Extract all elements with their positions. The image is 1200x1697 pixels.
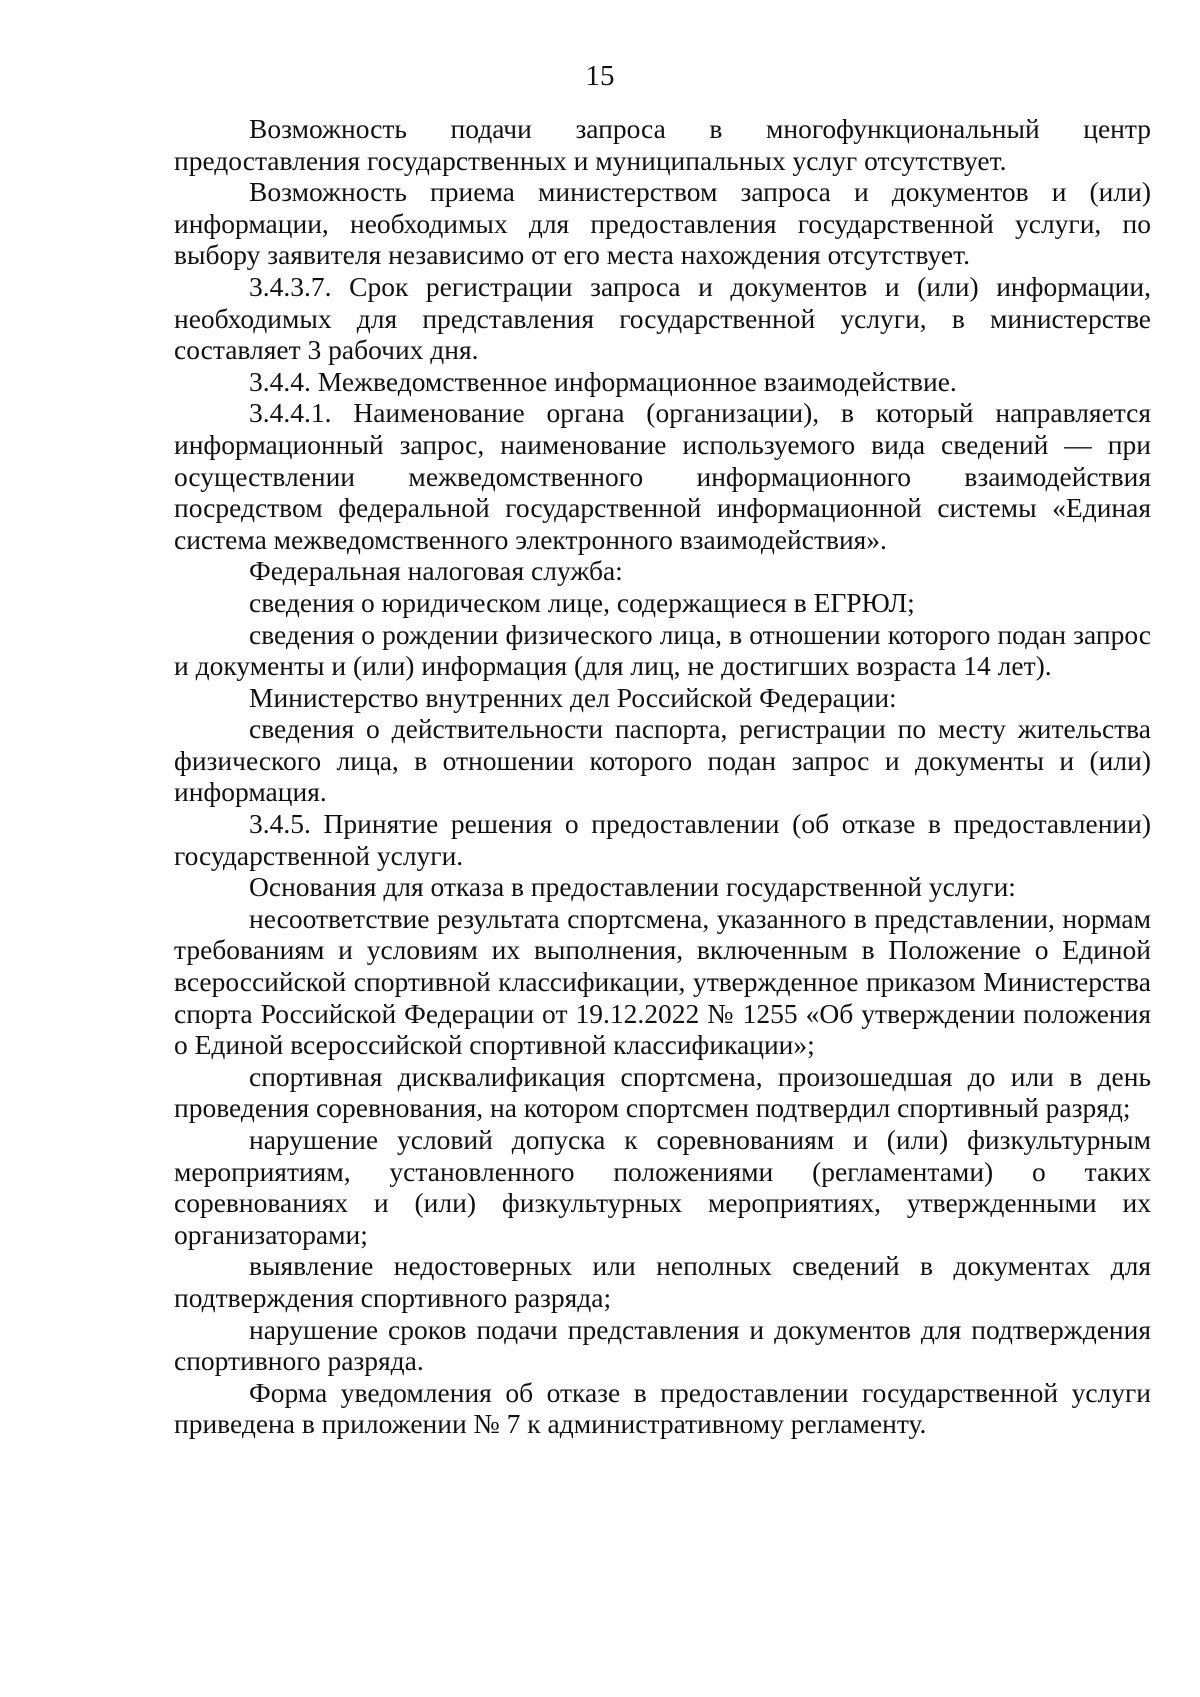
- list-item-egrul: сведения о юридическом лице, содержащиеся в ЕГРЮЛ;: [249, 586, 915, 618]
- section-heading-interagency: 3.4.4. Межведомственное информационное взаимодействие.: [249, 365, 957, 397]
- list-item-unreliable-info: выявление недостоверных или неполных сведений в документах для подтверждения спортивного разряда;: [174, 1250, 1151, 1313]
- agency-interior-ministry: Министерство внутренних дел Российской Федерации:: [249, 681, 897, 713]
- refusal-grounds-heading: Основания для отказа в предоставлении государственной услуги:: [249, 871, 1016, 903]
- list-item-passport-info: сведения о действительности паспорта, регистрации по месту жительства физического лица, в отношении которого подан запрос и документы и (или) информация.: [174, 713, 1151, 808]
- document-body: [174, 113, 1151, 1440]
- list-item-birth-info: сведения о рождении физического лица, в отношении которого подан запрос и документы и (или) информация (для лиц, не достигших возраста 14 лет).: [174, 618, 1151, 682]
- agency-tax-service: Федеральная налоговая служба:: [249, 555, 623, 587]
- paragraph-interagency-request: 3.4.4.1. Наименование органа (организации), в который направляется информационный запрос, наименование используемого вида сведений — при осуществлении межведомственного информационного взаимодействия посредством федеральной государственной информационной системы «Единая система межведомственного электронного взаимодействия».: [174, 397, 1151, 555]
- list-item-disqualification: спортивная дисквалификация спортсмена, произошедшая до или в день проведения соревнования, на котором спортсмен подтвердил спортивный разряд;: [174, 1060, 1151, 1124]
- paragraph-decision: 3.4.5. Принятие решения о предоставлении (об отказе в предоставлении) государственной услуги.: [174, 808, 1151, 871]
- paragraph-registration-term: 3.4.3.7. Срок регистрации запроса и документов и (или) информации, необходимых для представления государственной услуги, в министерстве составляет 3 рабочих дня.: [174, 270, 1151, 366]
- paragraph-ministry-request: Возможность приема министерством запроса и документов и (или) информации, необходимых для предоставления государственной услуги, по выбору заявителя независимо от его места нахождения отсутствует.: [174, 176, 1151, 271]
- list-item-result-mismatch: несоответствие результата спортсмена, указанного в представлении, нормам требованиям и условиям их выполнения, включенным в Положение о Единой всероссийской спортивной классификации, утвержденное приказом Министерства спорта Российской Федерации от 19.12.2022 № 1255 «Об утверждении положения о Единой всероссийской спортивной классификации»;: [174, 902, 1151, 1061]
- page-number: 15: [585, 60, 615, 92]
- paragraph-refusal-form: Форма уведомления об отказе в предоставлении государственной услуги приведена в приложении № 7 к административному регламенту.: [174, 1376, 1151, 1440]
- paragraph-mfc-request: Возможность подачи запроса в многофункциональный центр предоставления государственных и муниципальных услуг отсутствует.: [174, 113, 1151, 176]
- list-item-deadline-violation: нарушение сроков подачи представления и документов для подтверждения спортивного разряда.: [174, 1313, 1151, 1377]
- list-item-admission-violation: нарушение условий допуска к соревнованиям и (или) физкультурным мероприятиям, установленного положениями (регламентами) о таких соревнованиях и (или) физкультурных мероприятиях, утвержденными их организаторами;: [174, 1124, 1151, 1250]
